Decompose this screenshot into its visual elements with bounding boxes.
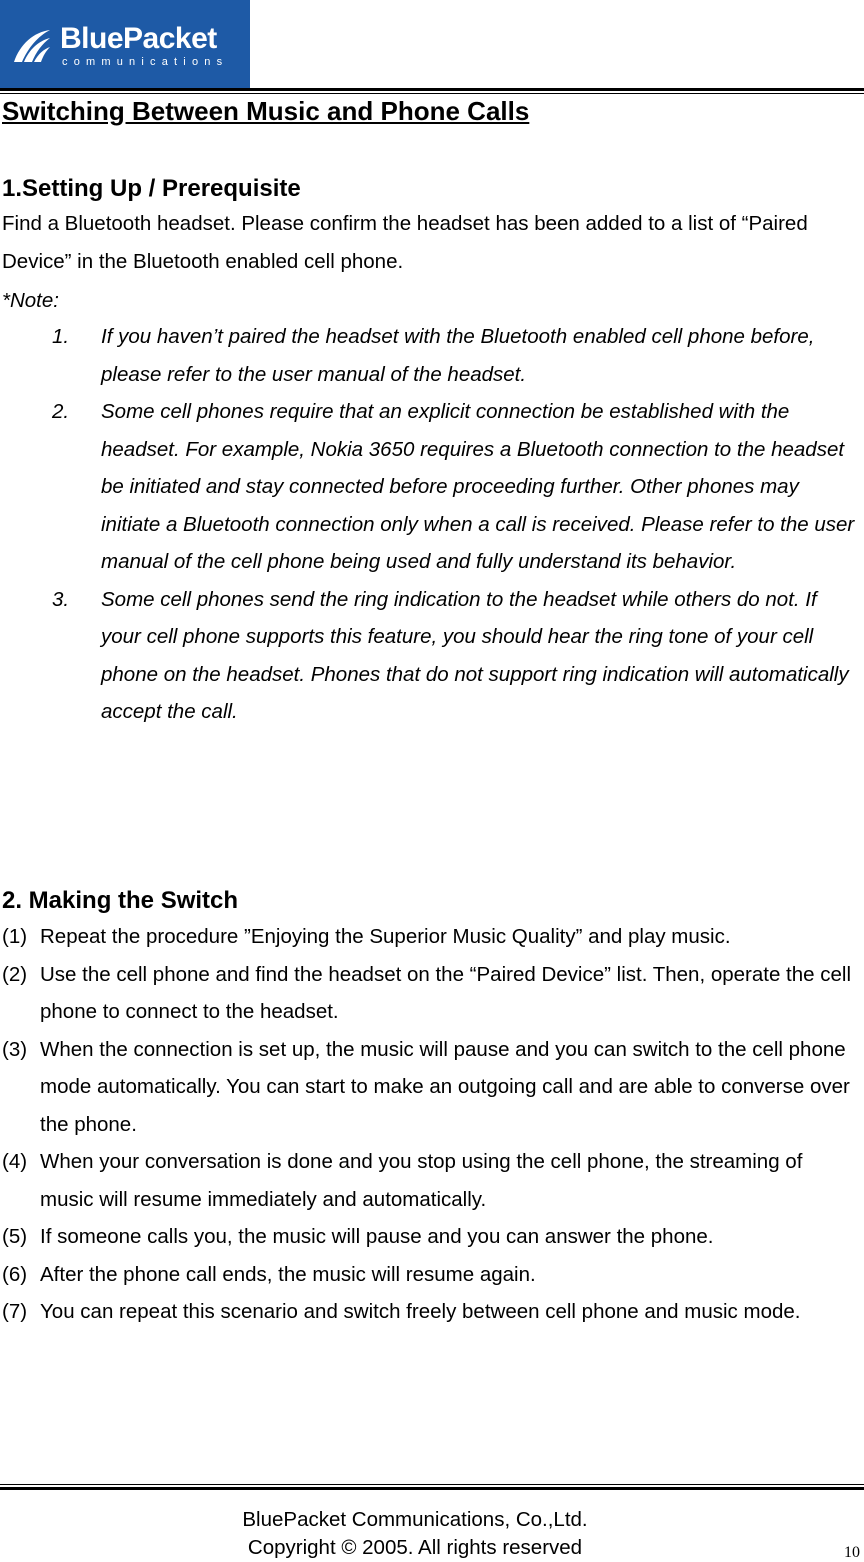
- step-item: [2, 1031, 860, 1144]
- footer-rule-thick: [0, 1487, 864, 1490]
- step-number: (2): [2, 962, 28, 986]
- note-text: If you haven’t paired the headset with the Bluetooth enabled cell phone before, please refer to the user manual of the headset.: [101, 325, 815, 386]
- logo-tagline: communications: [62, 56, 229, 68]
- section1-heading: 1.Setting Up / Prerequisite: [2, 175, 301, 202]
- step-item: [2, 956, 860, 1031]
- note-item: [0, 318, 860, 393]
- step-text: Use the cell phone and find the headset on the “Paired Device” list. Then, operate the cell phone to connect to the headset.: [40, 962, 852, 1023]
- page-title: Switching Between Music and Phone Calls: [2, 96, 530, 126]
- step-text: If someone calls you, the music will pause and you can answer the phone.: [40, 1225, 714, 1248]
- section2-heading: 2. Making the Switch: [2, 887, 239, 914]
- note-item: [0, 581, 860, 731]
- note-text: Some cell phones require that an explicit connection be established with the headset. For example, Nokia 3650 requires a Bluetooth connection to the headset be initiated and stay connected before proceeding further. Other phones may initiate a Bluetooth connection only when a call is received. Please refer to the user manual of the cell phone being used and fully understand its behavior.: [101, 400, 855, 573]
- step-item: [2, 1293, 860, 1331]
- footer-rule-thin: [0, 1484, 864, 1485]
- note-number: 3.: [52, 587, 70, 611]
- note-text: Some cell phones send the ring indication to the headset while others do not. If your cell phone supports this feature, you should hear the ring tone of your cell phone on the headset. Phones that do not support ring indication will automatically accept the call.: [101, 587, 849, 723]
- step-text: Repeat the procedure ”Enjoying the Superior Music Quality” and play music.: [40, 925, 731, 948]
- step-text: When your conversation is done and you stop using the cell phone, the streaming of music will resume immediately and automatically.: [40, 1150, 803, 1211]
- company-logo: [0, 0, 250, 88]
- step-text: You can repeat this scenario and switch freely between cell phone and music mode.: [40, 1300, 801, 1323]
- note-list: [0, 318, 860, 731]
- note-number: 1.: [52, 325, 70, 348]
- logo-swoosh-icon: [10, 26, 52, 66]
- logo-wordmark: BluePacket: [60, 22, 217, 55]
- step-number: (5): [2, 1225, 28, 1248]
- step-item: [2, 1256, 860, 1294]
- header-rule-thick: [0, 88, 864, 91]
- note-number: 2.: [52, 400, 70, 423]
- section1-intro: Find a Bluetooth headset. Please confirm the headset has been added to a list of “Paired Device” in the Bluetooth enabled cell phone.: [2, 212, 808, 273]
- footer-copyright: Copyright © 2005. All rights reserved: [247, 1536, 583, 1559]
- note-item: [0, 393, 860, 581]
- step-text: When the connection is set up, the music will pause and you can switch to the cell phone mode automatically. You can start to make an outgoing call and are able to converse over the phone.: [40, 1037, 850, 1136]
- step-item: [2, 1218, 860, 1256]
- step-number: (7): [2, 1300, 28, 1323]
- step-text: After the phone call ends, the music will resume again.: [40, 1262, 536, 1286]
- page-number: 10: [844, 1544, 860, 1561]
- note-label: *Note:: [2, 289, 59, 312]
- steps-list: [2, 918, 860, 1331]
- footer-company: BluePacket Communications, Co.,Ltd.: [242, 1508, 588, 1531]
- step-number: (4): [2, 1150, 28, 1173]
- step-number: (3): [2, 1037, 28, 1061]
- step-item: [2, 1143, 860, 1218]
- step-number: (1): [2, 925, 28, 948]
- step-number: (6): [2, 1262, 28, 1286]
- step-item: [2, 918, 860, 956]
